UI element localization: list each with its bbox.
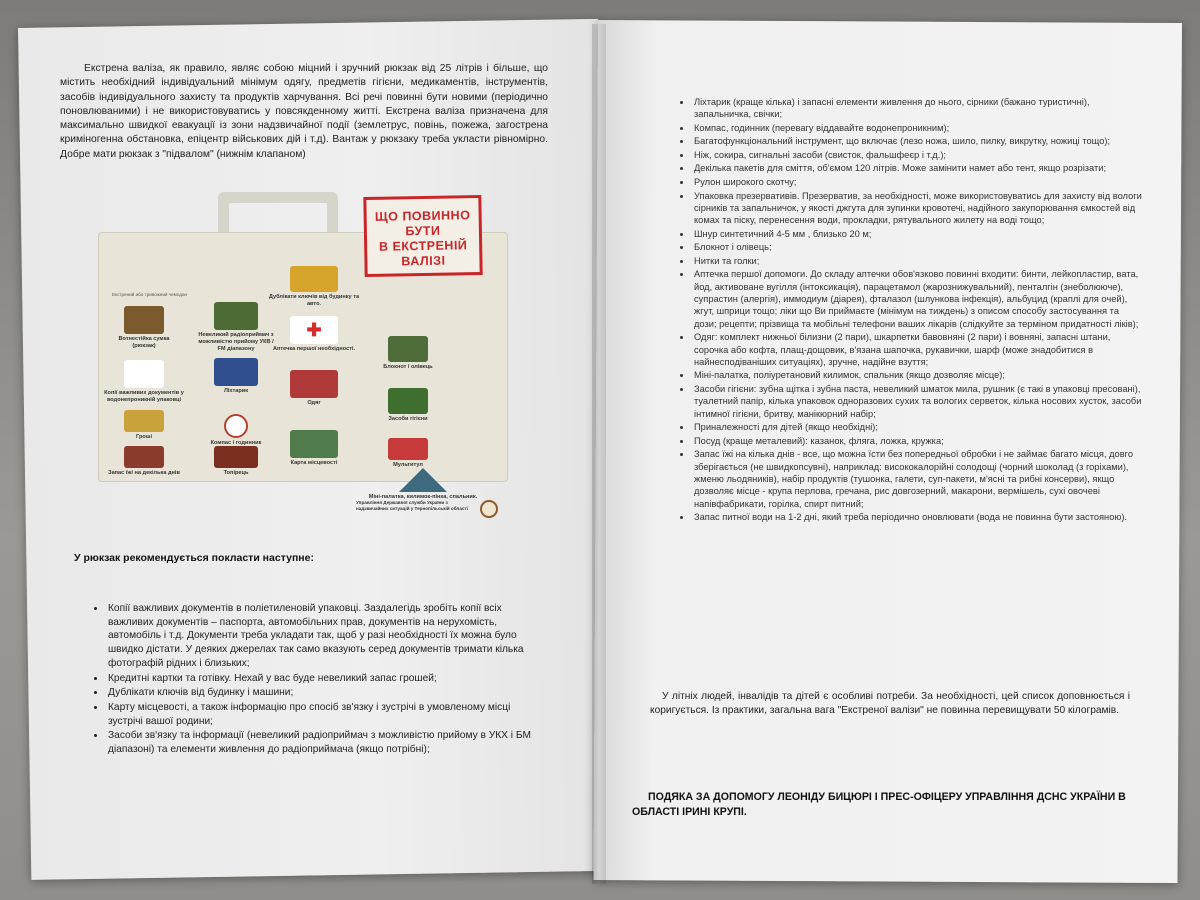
list-item: • Запас їжі на кілька днів - все, що можна їсти без попередньої обробки і не займає багато місця, довго зберігається (не швидкопсувні), наприклад: висококалорійні солодощі (чорний шоколад (з горіхами), жменю льодяників), набір продуктів (тушонка, галети, суп-пакети, м'ясні та рибні консерви), якщо дозволяє місце - крупа перлова, гречана, рис довгозерний, макарони, вермішель, сухі овочеві напівфабрикати, горілка, спирт питний; (692, 448, 1142, 510)
infographic-item (266, 266, 362, 308)
infographic-item (368, 438, 448, 469)
list-item: • Аптечка першої допомоги. До складу аптечки обов'язково повинні входити: бинти, лейкопластир, вата, йод, активоване вугілля (інтоксикація), парацетамол (жарознижувальний), пенталгін (знеболююче), супрастин (алергія), иммодиум (діарея), фталазол (шлункова інфекція), альбуцид (краплі для очей), жгут, шприци тощо; ліки що Ви приймаєте (мінімум на тиждень) з описом способу застосування та дози; рецепти; прізвища та мобільні телефони ваших лікарів (слідкуйте за терміном придатності ліків); (692, 268, 1142, 330)
notebook-icon (388, 336, 428, 362)
dsns-emblem-icon (480, 500, 498, 518)
backpack-icon (124, 306, 164, 334)
list-item: • Кредитні картки та готівку. Нехай у вас буде невеликий запас грошей; (106, 672, 546, 686)
list-item: • Посуд (краще металевий): казанок, фляга, ложка, кружка; (692, 435, 1142, 447)
infographic-item (368, 336, 448, 371)
infographic-item-label: Невеликий радіоприймач з можливістю прийому УКВ / FM діапазону (198, 332, 274, 352)
infographic-item-label: Дублікати ключів від будинку та авто. (268, 294, 360, 307)
infographic-item-label: Компас і годинник (210, 440, 262, 446)
flashlight-icon (214, 358, 258, 386)
intro-text: Екстрена валіза, як правило, являє собою міцний і зручний рюкзак від 25 літрів і більше, що містить необхідний індивідуальний мінімум одягу, предметів гігієни, медикаментів, інструментів, засобів індивідуального захисту та продуктів харчування. Всі речі повинні бути новими (періодично поновлюваними) і не використовуватись у повсякденному житті. Екстрена валіза призначена для максимально швидкої евакуації із зони надзвичайної події (землетрус, повінь, пожежа, загострена криміногенна обстановка, епіцентр військових дій і т.д). Вантаж у рюкзаку треба укласти рівномірно. Добре мати рюкзак з "підвалом" (нижнім клапаном) (60, 63, 548, 160)
list-item: • Компас, годинник (перевагу віддавайте водонепроникним); (692, 122, 1142, 134)
suitcase-infographic (98, 192, 508, 511)
infographic-item (266, 430, 362, 467)
tent-icon (399, 468, 447, 492)
suitcase-handle (218, 192, 338, 237)
special-needs-note: У літніх людей, інвалідів та дітей є особливі потреби. За необхідності, цей список доповнюється і коригується. Із практики, загальна вага "Екстреної валізи" не повинна перевищувати 50 кілограмів. (650, 691, 1130, 716)
infographic-item (266, 370, 362, 407)
acknowledgement: ПОДЯКА ЗА ДОПОМОГУ ЛЕОНІДУ БИЦЮРІ І ПРЕС-ОФІЦЕРУ УПРАВЛІННЯ ДСНС УКРАЇНИ В ОБЛАСТІ ІРИНІ КРУПІ. (632, 791, 1126, 818)
infographic-item-label: Міні-палатка, килимок-пінка, спальник. (368, 494, 478, 500)
infographic-item-label: Копії важливих документів у водонепроникній упаковці (104, 390, 184, 403)
intro-paragraph (60, 62, 548, 162)
keys-icon (290, 266, 338, 292)
infographic-item-label: Блокнот і олівець (383, 364, 433, 370)
map-icon (290, 430, 338, 458)
list-item: • Шнур синтетичний 4-5 мм , близько 20 м; (692, 228, 1142, 240)
radio-icon (214, 302, 258, 330)
stamp-line: ЩО ПОВИННО (374, 208, 471, 224)
infographic-item (112, 410, 176, 441)
list-item: • Засоби гігієни: зубна щітка і зубна паста, невеликий шматок мила, рушник (є такі в упаковці пресовані), туалетний папір, кілька упаковок одноразових сухих та вологих серветок, кілька носових хусток, засоби інтимної гігієни, бритву, манікюрний набір; (692, 383, 1142, 420)
infographic-item (266, 316, 362, 353)
booklet-spine (592, 24, 606, 884)
infographic-item-label: Гроші (135, 434, 152, 440)
list-item: • Ліхтарик (краще кілька) і запасні елементи живлення до нього, сірники (бажано туристичні), запальничка, свічки; (692, 96, 1142, 121)
infographic-item-label: Ліхтарик (223, 388, 249, 394)
infographic-header: Екстрений або тривожний чемодан (112, 292, 188, 297)
list-item: • Засоби зв'язку та інформації (невеликий радіоприймач з можливістю прийому в УКХ і БМ діапазоні) та елементи живлення до радіоприймача (якщо потрібні); (106, 729, 546, 756)
documents-icon (124, 360, 164, 388)
infographic-title-stamp (363, 195, 482, 277)
list-item: • Міні-палатка, поліуретановий килимок, спальник (якщо дозволяє місце); (692, 369, 1142, 381)
infographic-item-label: Запас їжі на декілька днів (108, 470, 180, 476)
infographic-item (104, 446, 184, 477)
infographic-footer: Управління Державної служби України з надзвичайних ситуацій у Тернопільській області (356, 500, 468, 511)
infographic-item-label: Топірець (223, 470, 249, 476)
infographic-item-label: Карта місцевості (290, 460, 338, 466)
list-item: • Блокнот і олівець; (692, 241, 1142, 253)
left-checklist (94, 602, 546, 758)
list-item: • Декілька пакетів для сміття, об'ємом 120 літрів. Може замінити намет або тент, якщо розрізати; (692, 162, 1142, 174)
compass-icon (224, 414, 248, 438)
money-icon (124, 410, 164, 432)
axe-icon (214, 446, 258, 468)
list-item: • Ніж, сокира, сигнальні засоби (свисток, фальшфеєр і т.д.); (692, 149, 1142, 161)
stamp-line: В ЕКСТРЕНІЙ (378, 238, 468, 254)
hygiene-icon (388, 388, 428, 414)
list-item: • Упаковка презервативів. Презерватив, за необхідності, може використовуватись для захисту від вологи сірників та запальничок, у якості джгута для зупинки кровотечі, надійного закупорювання ємкостей від комах та піску, перенесення води, прокладки, рятувального жилету на воді тощо; (692, 190, 1142, 227)
list-item: • Багатофункціональний інструмент, що включає (лезо ножа, шило, пилку, викрутку, ножиці тощо); (692, 135, 1142, 147)
list-item: • Копії важливих документів в поліетиленовій упаковці. Заздалегідь зробіть копії всіх важливих документів – паспорта, автомобільних прав, документів на нерухомість, автомобіль і т.д. Документи треба укладати так, щоб у разі необхідності їх можна було швидко дістати. У деяких джерелах так само вказують серед документів тримати кілька фотографій рідних і близьких; (106, 602, 546, 671)
list-item: • Карту місцевості, а також інформацію про спосіб зв'язку і зустрічі в умовленому місці зустрічі вашої родини; (106, 701, 546, 728)
infographic-item (358, 468, 488, 501)
infographic-item (368, 388, 448, 423)
right-checklist (680, 96, 1142, 525)
infographic-item (104, 360, 184, 404)
stamp-line: БУТИ (405, 223, 441, 239)
infographic-item-label: Одяг (307, 400, 321, 406)
infographic-item-label: Вотнестійка сумка (рюкзак) (118, 336, 170, 349)
list-item: • Дублікати ключів від будинку і машини; (106, 686, 546, 700)
multitool-icon (388, 438, 428, 460)
food-icon (124, 446, 164, 468)
infographic-item (112, 306, 176, 350)
list-item: • Нитки та голки; (692, 255, 1142, 267)
list-item: • Рулон широкого скотчу; (692, 176, 1142, 188)
infographic-item-label: Мультитул (393, 462, 423, 468)
clothes-icon (290, 370, 338, 398)
infographic-item-label: Аптечка першої необхідності. (272, 346, 356, 352)
list-item: • Приналежності для дітей (якщо необхідні); (692, 421, 1142, 433)
stamp-line: ВАЛІЗІ (401, 253, 446, 269)
list-item: • Одяг: комплект нижньої білизни (2 пари), шкарпетки бавовняні (2 пари) і вовняні, запасні штани, сорочка або кофта, плащ-дощовик, в'язана шапочка, рукавички, шарф (може знадобитися в найнесподіваніших ситуаціях), зручне, надійне взуття; (692, 331, 1142, 368)
first-aid-icon: ✚ (290, 316, 338, 344)
infographic-item-label: Засоби гігієни (388, 416, 428, 422)
list-item: • Запас питної води на 1-2 дні, який треба періодично оновлювати (вода не повинна бути застояною). (692, 511, 1142, 523)
list-heading: У рюкзак рекомендується покласти наступне: (74, 552, 314, 564)
